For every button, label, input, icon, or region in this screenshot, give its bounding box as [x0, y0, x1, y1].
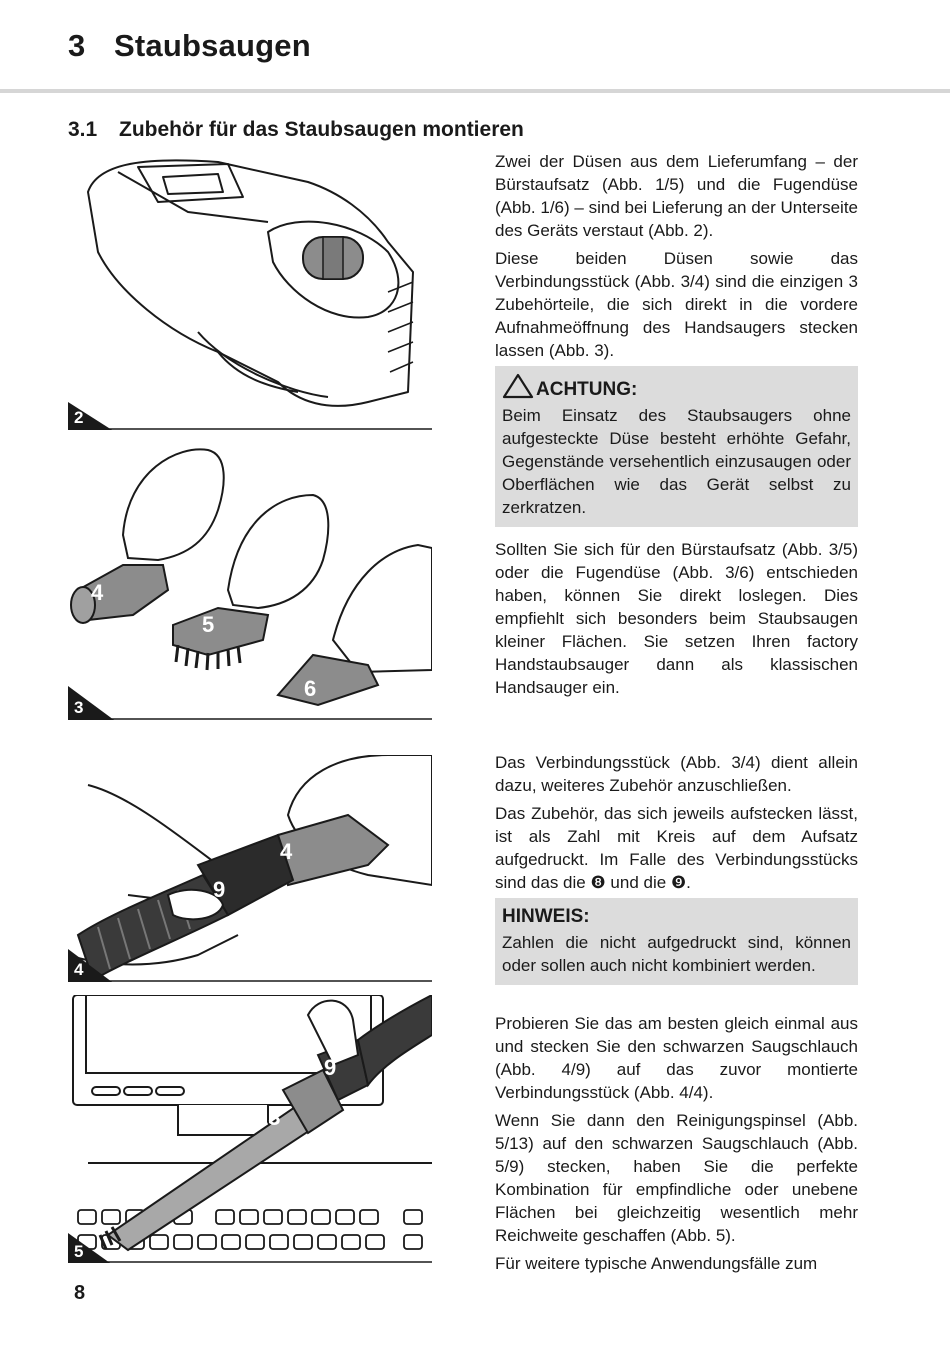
- warning-text: Beim Einsatz des Staubsaugers ohne aufgesteckte Düse besteht erhöhte Gefahr, Gegenstände versehentlich einzusaugen oder Oberflächen wie das Gerät selbst zu zerkratzen.: [502, 406, 851, 517]
- warning-box: [495, 366, 858, 527]
- callout-9: 9: [324, 1055, 337, 1080]
- figure-2: [68, 152, 432, 432]
- figure-3-illustration: [68, 440, 432, 722]
- note-box: [495, 898, 858, 985]
- warning-title: ACHTUNG:: [536, 379, 638, 400]
- paragraph: Das Zubehör, das sich jeweils aufstecken lässt, ist als Zahl mit Kreis auf dem Aufsatz aufgedruckt. Im Falle des Verbindungsstücks sind das die ❽ und die ❾.: [495, 804, 858, 892]
- chapter-heading: [68, 28, 311, 64]
- figure-4: [68, 755, 432, 983]
- section-number: 3.1: [68, 118, 98, 141]
- chapter-number: 3: [68, 28, 86, 63]
- text-block-1: [495, 150, 858, 367]
- text-block-3: [495, 751, 858, 899]
- figure-3-label: 3: [74, 698, 84, 717]
- warning-triangle-icon: [502, 373, 534, 399]
- text-block-4: [495, 1012, 858, 1280]
- callout-4: 4: [91, 580, 104, 605]
- figure-5-illustration: [68, 995, 432, 1265]
- paragraph: Zwei der Düsen aus dem Lieferumfang – der Bürstaufsatz (Abb. 1/5) und die Fugendüse (Abb. 1/6) – sind bei Lieferung an der Unterseite des Geräts verstaut (Abb. 2).: [495, 152, 858, 240]
- header-rule: [0, 89, 950, 93]
- figure-3: [68, 440, 432, 722]
- figure-4-illustration: [68, 755, 432, 983]
- chapter-title: Staubsaugen: [114, 28, 311, 63]
- section-heading: [68, 118, 524, 142]
- paragraph: Das Verbindungsstück (Abb. 3/4) dient allein dazu, weiteres Zubehör anzuschließen.: [495, 753, 858, 795]
- warning-heading: [502, 373, 851, 402]
- connector-piece-4: [71, 565, 168, 623]
- paragraph: Diese beiden Düsen sowie das Verbindungsstück (Abb. 3/4) sind die einzigen 3 Zubehörteile, die sich direkt in die vordere Aufnahmeöffnung des Handsaugers stecken lassen (Abb. 3).: [495, 249, 858, 360]
- figure-5-label: 5: [74, 1242, 84, 1261]
- note-title: HINWEIS:: [502, 906, 590, 927]
- paragraph: Probieren Sie das am besten gleich einmal aus und stecken Sie den schwarzen Saugschlauch (Abb. 4/9) auf das zuvor montierte Verbindungsstück (Abb. 4/4).: [495, 1014, 858, 1102]
- paragraph: Sollten Sie sich für den Bürstaufsatz (Abb. 3/5) oder die Fugendüse (Abb. 3/6) entschieden haben, können Sie direkt loslegen. Dies empfiehlt sich besonders beim Staubsaugen kleiner Flächen. Sie setzen Ihren factory Handstaubsauger dann als klassischen Handsauger ein.: [495, 540, 858, 697]
- text-block-2: [495, 538, 858, 704]
- paragraph: Wenn Sie dann den Reinigungspinsel (Abb. 5/13) auf den schwarzen Saugschlauch (Abb. 5/9) stecken, haben Sie die perfekte Kombination für empfindliche oder unebene Flächen bei gleichzeitig wesentlich mehr Reichweite geschaffen (Abb. 5).: [495, 1111, 858, 1245]
- figure-4-label: 4: [74, 960, 84, 979]
- callout-4: 4: [280, 839, 293, 864]
- note-text: Zahlen die nicht aufgedruckt sind, können oder sollen auch nicht kombiniert werden.: [502, 933, 851, 975]
- page-number: 8: [74, 1282, 86, 1304]
- figure-2-label: 2: [74, 408, 84, 427]
- callout-13: 13: [256, 1105, 281, 1130]
- brush-nozzle-5: [173, 608, 268, 670]
- figure-5: [68, 995, 432, 1265]
- callout-6: 6: [304, 676, 317, 701]
- callout-5: 5: [202, 612, 215, 637]
- figure-2-illustration: [68, 152, 432, 432]
- callout-9: 9: [213, 877, 226, 902]
- stored-nozzles: [303, 237, 363, 279]
- section-title: Zubehör für das Staubsaugen montieren: [119, 118, 524, 141]
- paragraph: Für weitere typische Anwendungsfälle zum: [495, 1254, 818, 1273]
